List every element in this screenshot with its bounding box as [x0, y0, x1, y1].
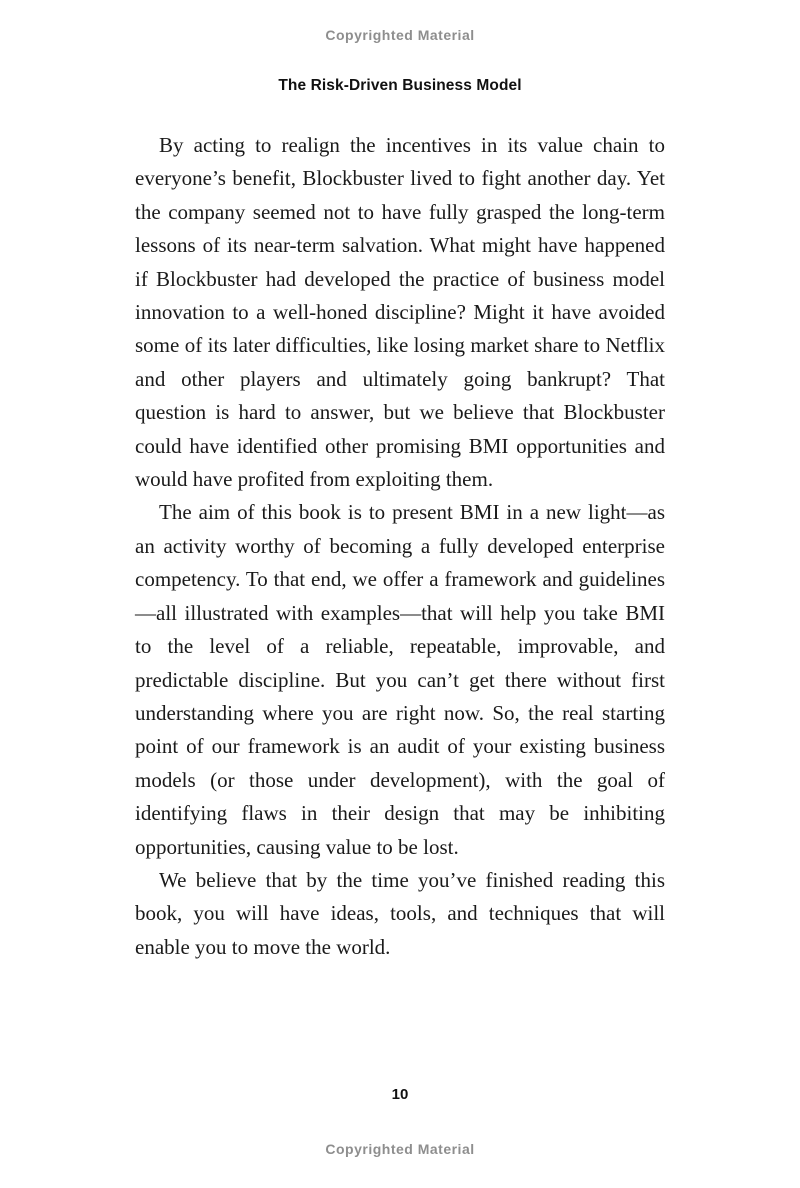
page-number: 10: [391, 1086, 409, 1103]
copyright-notice-top: Copyrighted Material: [325, 27, 475, 43]
copyright-notice-bottom: Copyrighted Material: [325, 1141, 475, 1157]
chapter-title: The Risk-Driven Business Model: [278, 77, 522, 94]
body-text: [135, 129, 665, 964]
body-paragraph-1: By acting to realign the incentives in its value chain to everyone’s benefit, Blockbuster lived to fight another day. Yet the company seemed not to have fully grasped the long-term lessons of its near-term salvation. What might have happened if Blockbuster had developed the practice of business model innovation to a well-honed discipline? Might it have avoided some of its later difficulties, like losing market share to Netflix and other players and ultimately going bankrupt? That question is hard to answer, but we believe that Blockbuster could have identified other promising BMI opportunities and would have profited from exploiting them.: [135, 133, 665, 492]
body-paragraph-3: We believe that by the time you’ve finished reading this book, you will have ideas, tools, and techniques that will enable you to move the world.: [135, 867, 665, 959]
body-paragraph-2: The aim of this book is to present BMI in a new light—as an activity worthy of becoming a fully developed enterprise competency. To that end, we offer a framework and guidelines—all illustrated with examples—that will help you take BMI to the level of a reliable, repeatable, improvable, and predictable discipline. But you can’t get there without first understanding where you are right now. So, the real starting point of our framework is an audit of your existing business models (or those under development), with the goal of identifying flaws in their design that may be inhibiting opportunities, causing value to be lost.: [135, 500, 665, 859]
